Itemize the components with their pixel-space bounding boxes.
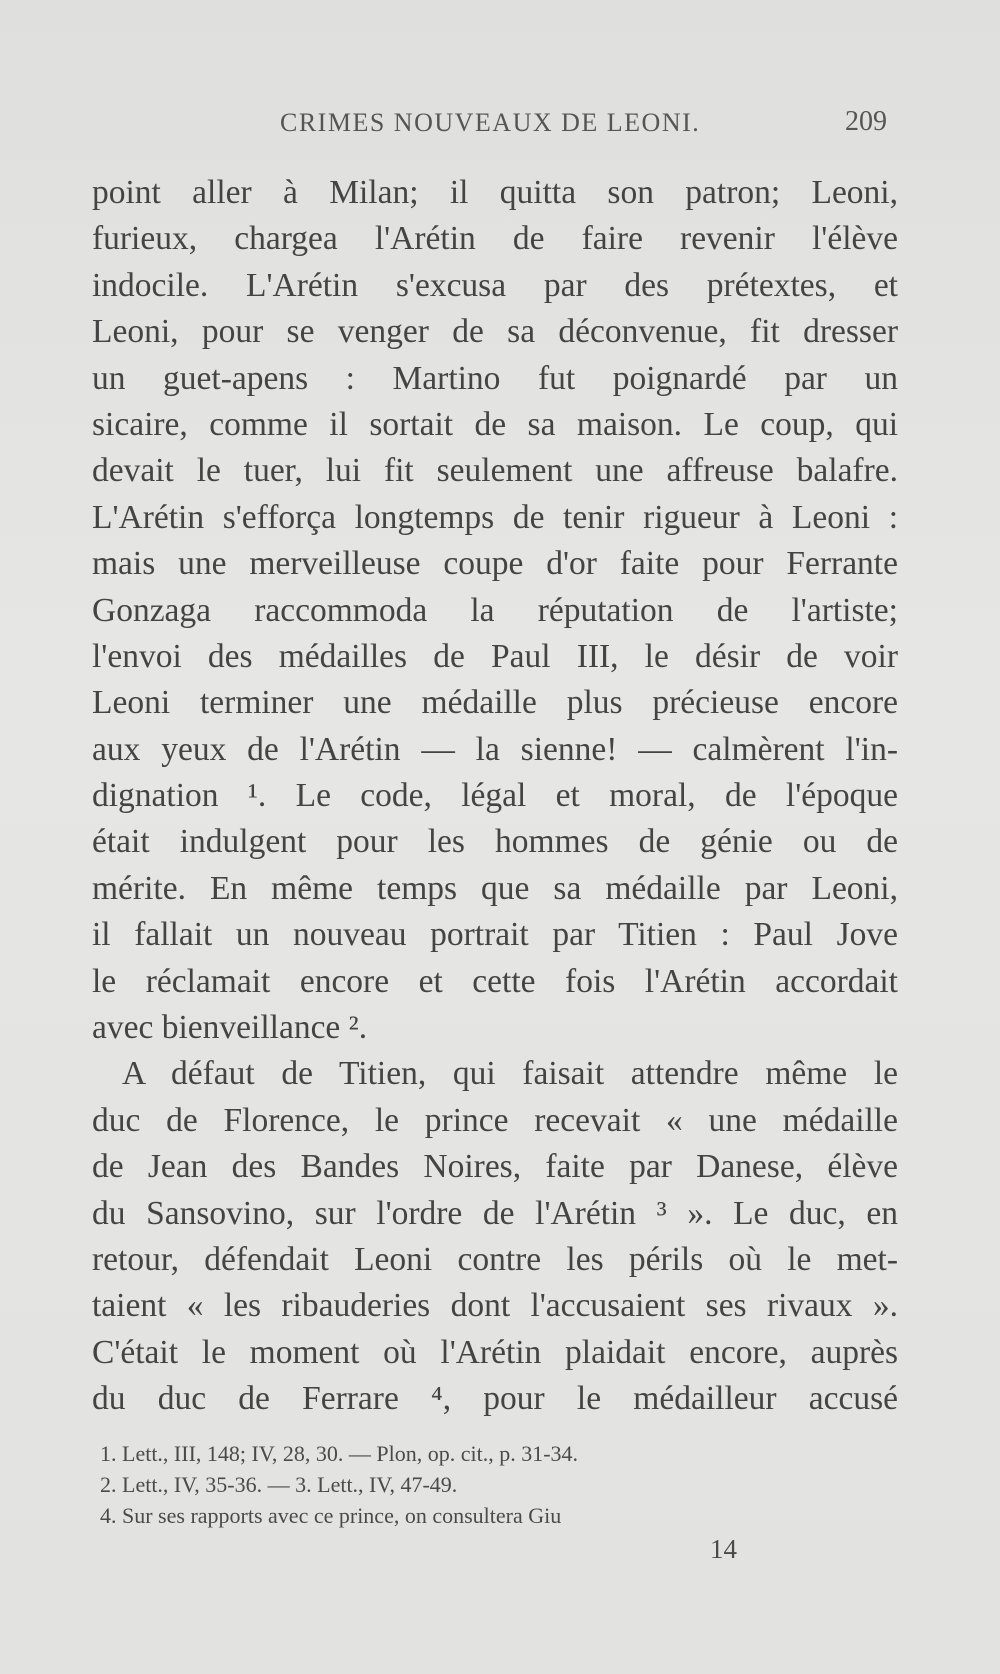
text-line: point aller à Milan; il quitta son patron; Leoni, (92, 174, 898, 211)
text-line: mérite. En même temps que sa médaille par Leoni, (92, 869, 898, 907)
text-line: devait le tuer, lui fit seulement une affreuse balafre. (92, 452, 898, 490)
text-line: retour, défendait Leoni contre les périls où le met- (92, 1240, 898, 1278)
text-line: dignation ¹. Le code, légal et moral, de l'époque (92, 777, 898, 815)
text-line: de Jean des Bandes Noires, faite par Danese, élève (92, 1148, 898, 1186)
text-line: indocile. L'Arétin s'excusa par des prétextes, et (92, 266, 898, 304)
footnotes (100, 1438, 890, 1531)
text-line: duc de Florence, le prince recevait « une médaille (92, 1101, 898, 1139)
text-line: l'envoi des médailles de Paul III, le désir de voir (92, 637, 898, 675)
text-line: Leoni terminer une médaille plus précieuse encore (92, 684, 898, 722)
text-line: furieux, chargea l'Arétin de faire revenir l'élève (92, 220, 898, 258)
text-line: Gonzaga raccommoda la réputation de l'artiste; (92, 591, 898, 629)
text-line: mais une merveilleuse coupe d'or faite pour Ferrante (92, 545, 898, 583)
body-text (92, 170, 898, 1423)
text-line: C'était le moment où l'Arétin plaidait encore, auprès (92, 1333, 898, 1371)
running-title: CRIMES NOUVEAUX DE LEONI. (280, 108, 701, 137)
text-line: était indulgent pour les hommes de génie ou de (92, 823, 898, 861)
text-line: avec bienveillance ². (92, 1009, 368, 1047)
text-line: un guet-apens : Martino fut poignardé par un (92, 359, 898, 397)
text-line: sicaire, comme il sortait de sa maison. Le coup, qui (92, 405, 898, 443)
text-line: Leoni, pour se venger de sa déconvenue, fit dresser (92, 313, 898, 351)
page-number: 209 (845, 106, 887, 137)
paragraph-2 (92, 1051, 898, 1422)
text-line: A défaut de Titien, qui faisait attendre même le (122, 1055, 898, 1093)
footnote: 4. Sur ses rapports avec ce prince, on consultera Giu (100, 1503, 562, 1528)
text-line: il fallait un nouveau portrait par Titien : Paul Jove (92, 916, 898, 954)
running-head (0, 108, 1000, 148)
footnote: 1. Lett., III, 148; IV, 28, 30. — Plon, op. cit., p. 31-34. (100, 1441, 579, 1466)
text-line: du duc de Ferrare ⁴, pour le médailleur accusé (92, 1380, 898, 1418)
text-line: du Sansovino, sur l'ordre de l'Arétin ³ ». Le duc, en (92, 1194, 898, 1232)
text-line: aux yeux de l'Arétin — la sienne! — calmèrent l'in- (92, 730, 898, 768)
paragraph-1 (92, 170, 898, 1051)
text-line: taient « les ribauderies dont l'accusaient ses rivaux ». (92, 1287, 898, 1325)
signature-mark: 14 (710, 1534, 737, 1564)
text-line: le réclamait encore et cette fois l'Arétin accordait (92, 962, 898, 1000)
footnote: 2. Lett., IV, 35-36. — 3. Lett., IV, 47-49. (100, 1472, 458, 1497)
text-line: L'Arétin s'efforça longtemps de tenir rigueur à Leoni : (92, 498, 898, 536)
